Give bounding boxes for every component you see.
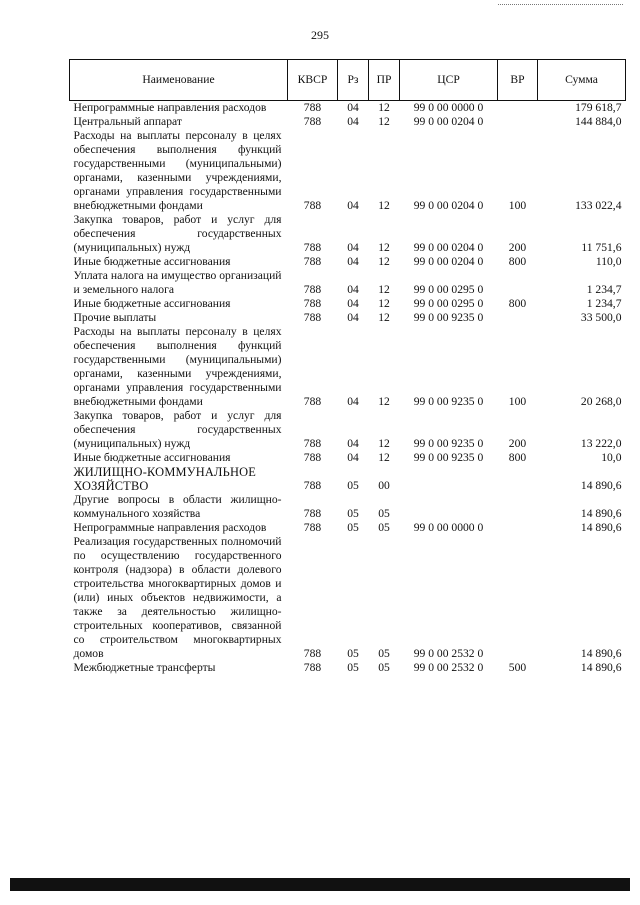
cell-name: Расходы на выплаты персоналу в целях обеспечения выполнения функций государственными (муниципальными) органами, казенными учреждениями, органами управления государственными внебюджетными фондами — [73, 129, 282, 212]
cell-kvsr: 788 — [303, 661, 322, 674]
cell-pr: 12 — [378, 437, 390, 450]
cell-amount: 110,0 — [595, 255, 622, 268]
corner-scan-mark — [498, 4, 623, 5]
header-pr: ПР — [369, 60, 400, 101]
table-row — [70, 451, 626, 465]
cell-kvsr: 788 — [303, 311, 322, 324]
cell-pr: 00 — [378, 479, 390, 492]
table-row — [70, 115, 626, 129]
cell-rz: 04 — [347, 395, 359, 408]
cell-csr: 99 0 00 9235 0 — [413, 395, 484, 408]
cell-amount: 14 890,6 — [580, 521, 622, 534]
cell-csr: 99 0 00 0295 0 — [413, 283, 484, 296]
cell-amount: 1 234,7 — [586, 297, 622, 310]
table-header — [70, 60, 626, 101]
cell-kvsr: 788 — [303, 241, 322, 254]
cell-name: Закупка товаров, работ и услуг для обеспечения государственных (муниципальных) нужд — [73, 213, 282, 254]
cell-vr — [498, 493, 538, 521]
cell-name: Реализация государственных полномочий по осуществлению государственного контроля (надзора) в области долевого строительства многоквартирных домов и (или) иных объектов недвижимости, а также за деятельностью жилищно-строительных кооперативов, связанной со строительством многоквартирных домов — [73, 535, 282, 660]
cell-pr: 05 — [378, 647, 390, 660]
cell-vr — [498, 311, 538, 325]
cell-amount: 10,0 — [601, 451, 622, 464]
cell-vr — [498, 269, 538, 297]
cell-vr: 200 — [508, 437, 527, 450]
cell-csr: 99 0 00 9235 0 — [413, 451, 484, 464]
cell-csr: 99 0 00 0204 0 — [413, 115, 484, 128]
cell-pr: 12 — [378, 283, 390, 296]
cell-kvsr: 788 — [303, 451, 322, 464]
section-row — [70, 465, 626, 493]
cell-amount: 14 890,6 — [580, 647, 622, 660]
cell-name: Другие вопросы в области жилищно-коммунального хозяйства — [73, 493, 282, 520]
cell-vr: 100 — [508, 199, 527, 212]
cell-kvsr: 788 — [303, 199, 322, 212]
cell-kvsr: 788 — [303, 297, 322, 310]
cell-kvsr: 788 — [303, 255, 322, 268]
cell-csr: 99 0 00 9235 0 — [413, 437, 484, 450]
cell-vr: 200 — [508, 241, 527, 254]
header-rz: Рз — [338, 60, 369, 101]
table-row — [70, 493, 626, 521]
cell-name: Иные бюджетные ассигнования — [73, 451, 231, 464]
cell-amount: 144 884,0 — [575, 115, 622, 128]
cell-rz: 04 — [347, 241, 359, 254]
cell-pr: 05 — [378, 507, 390, 520]
cell-rz: 04 — [347, 311, 359, 324]
table-body — [70, 101, 626, 676]
cell-vr: 800 — [508, 451, 527, 464]
cell-rz: 04 — [347, 297, 359, 310]
cell-pr: 12 — [378, 297, 390, 310]
cell-rz: 05 — [347, 521, 359, 534]
table-row — [70, 269, 626, 297]
cell-name: Закупка товаров, работ и услуг для обеспечения государственных (муниципальных) нужд — [73, 409, 282, 450]
cell-vr: 800 — [508, 255, 527, 268]
page-number: 295 — [311, 28, 329, 42]
cell-name: Непрограммные направления расходов — [73, 101, 267, 114]
cell-vr — [498, 465, 538, 493]
cell-amount: 11 751,6 — [581, 241, 622, 254]
cell-amount: 13 222,0 — [580, 437, 622, 450]
cell-csr: 99 0 00 9235 0 — [413, 311, 484, 324]
cell-csr: 99 0 00 0000 0 — [413, 521, 484, 534]
cell-amount: 179 618,7 — [575, 101, 622, 114]
cell-rz: 05 — [347, 479, 359, 492]
cell-csr: 99 0 00 2532 0 — [413, 661, 484, 674]
cell-rz: 04 — [347, 101, 359, 114]
table-row — [70, 661, 626, 675]
cell-amount: 133 022,4 — [575, 199, 622, 212]
cell-vr — [498, 535, 538, 661]
table-row — [70, 325, 626, 409]
cell-vr — [498, 521, 538, 535]
cell-name: Уплата налога на имущество организаций и земельного налога — [73, 269, 282, 296]
cell-vr: 500 — [508, 661, 527, 674]
cell-rz: 04 — [347, 115, 359, 128]
table-row — [70, 129, 626, 213]
cell-vr: 800 — [508, 297, 527, 310]
cell-pr: 12 — [378, 199, 390, 212]
cell-csr: 99 0 00 0295 0 — [413, 297, 484, 310]
cell-rz: 05 — [347, 647, 359, 660]
header-csr: ЦСР — [400, 60, 498, 101]
cell-csr: 99 0 00 0000 0 — [413, 101, 484, 114]
cell-kvsr: 788 — [303, 437, 322, 450]
cell-name: Межбюджетные трансферты — [73, 661, 216, 674]
table-row — [70, 311, 626, 325]
cell-csr — [400, 465, 498, 493]
cell-name: Непрограммные направления расходов — [73, 521, 267, 534]
cell-pr: 12 — [378, 311, 390, 324]
cell-name: Центральный аппарат — [73, 115, 182, 128]
cell-amount: 33 500,0 — [580, 311, 622, 324]
cell-pr: 12 — [378, 101, 390, 114]
cell-name: Расходы на выплаты персоналу в целях обеспечения выполнения функций государственными (муниципальными) органами, казенными учреждениями, органами управления государственными внебюджетными фондами — [73, 325, 282, 408]
cell-name: Иные бюджетные ассигнования — [73, 255, 231, 268]
cell-kvsr: 788 — [303, 479, 322, 492]
cell-rz: 05 — [347, 661, 359, 674]
cell-vr — [498, 115, 538, 129]
header-vr: ВР — [498, 60, 538, 101]
cell-rz: 04 — [347, 437, 359, 450]
cell-amount: 14 890,6 — [580, 507, 622, 520]
header-name: Наименование — [70, 60, 288, 101]
cell-pr: 05 — [378, 661, 390, 674]
table-row — [70, 213, 626, 255]
cell-kvsr: 788 — [303, 115, 322, 128]
cell-rz: 04 — [347, 451, 359, 464]
budget-table — [69, 59, 626, 675]
cell-name: ЖИЛИЩНО-КОММУНАЛЬНОЕ ХОЗЯЙСТВО — [73, 465, 257, 493]
cell-csr: 99 0 00 0204 0 — [413, 241, 484, 254]
cell-pr: 12 — [378, 255, 390, 268]
table-row — [70, 255, 626, 269]
cell-name: Прочие выплаты — [73, 311, 157, 324]
table-row — [70, 409, 626, 451]
cell-amount: 14 890,6 — [580, 479, 622, 492]
table-row — [70, 297, 626, 311]
cell-kvsr: 788 — [303, 507, 322, 520]
cell-rz: 04 — [347, 283, 359, 296]
cell-csr: 99 0 00 2532 0 — [413, 647, 484, 660]
cell-pr: 12 — [378, 451, 390, 464]
cell-amount: 20 268,0 — [580, 395, 622, 408]
cell-rz: 04 — [347, 255, 359, 268]
scan-bottom-bar — [10, 878, 630, 891]
cell-pr: 05 — [378, 521, 390, 534]
cell-kvsr: 788 — [303, 395, 322, 408]
cell-csr: 99 0 00 0204 0 — [413, 199, 484, 212]
table-row — [70, 101, 626, 116]
header-kvsr: КВСР — [288, 60, 338, 101]
cell-kvsr: 788 — [303, 521, 322, 534]
cell-kvsr: 788 — [303, 647, 322, 660]
cell-rz: 05 — [347, 507, 359, 520]
cell-vr — [498, 101, 538, 116]
cell-rz: 04 — [347, 199, 359, 212]
cell-csr — [400, 493, 498, 521]
header-row — [70, 60, 626, 101]
table-row — [70, 535, 626, 661]
cell-amount: 1 234,7 — [586, 283, 622, 296]
cell-kvsr: 788 — [303, 283, 322, 296]
cell-csr: 99 0 00 0204 0 — [413, 255, 484, 268]
cell-pr: 12 — [378, 115, 390, 128]
table-row — [70, 521, 626, 535]
header-amount: Сумма — [538, 60, 626, 101]
cell-amount: 14 890,6 — [580, 661, 622, 674]
cell-pr: 12 — [378, 395, 390, 408]
cell-name: Иные бюджетные ассигнования — [73, 297, 231, 310]
cell-kvsr: 788 — [303, 101, 322, 114]
cell-pr: 12 — [378, 241, 390, 254]
cell-vr: 100 — [508, 395, 527, 408]
